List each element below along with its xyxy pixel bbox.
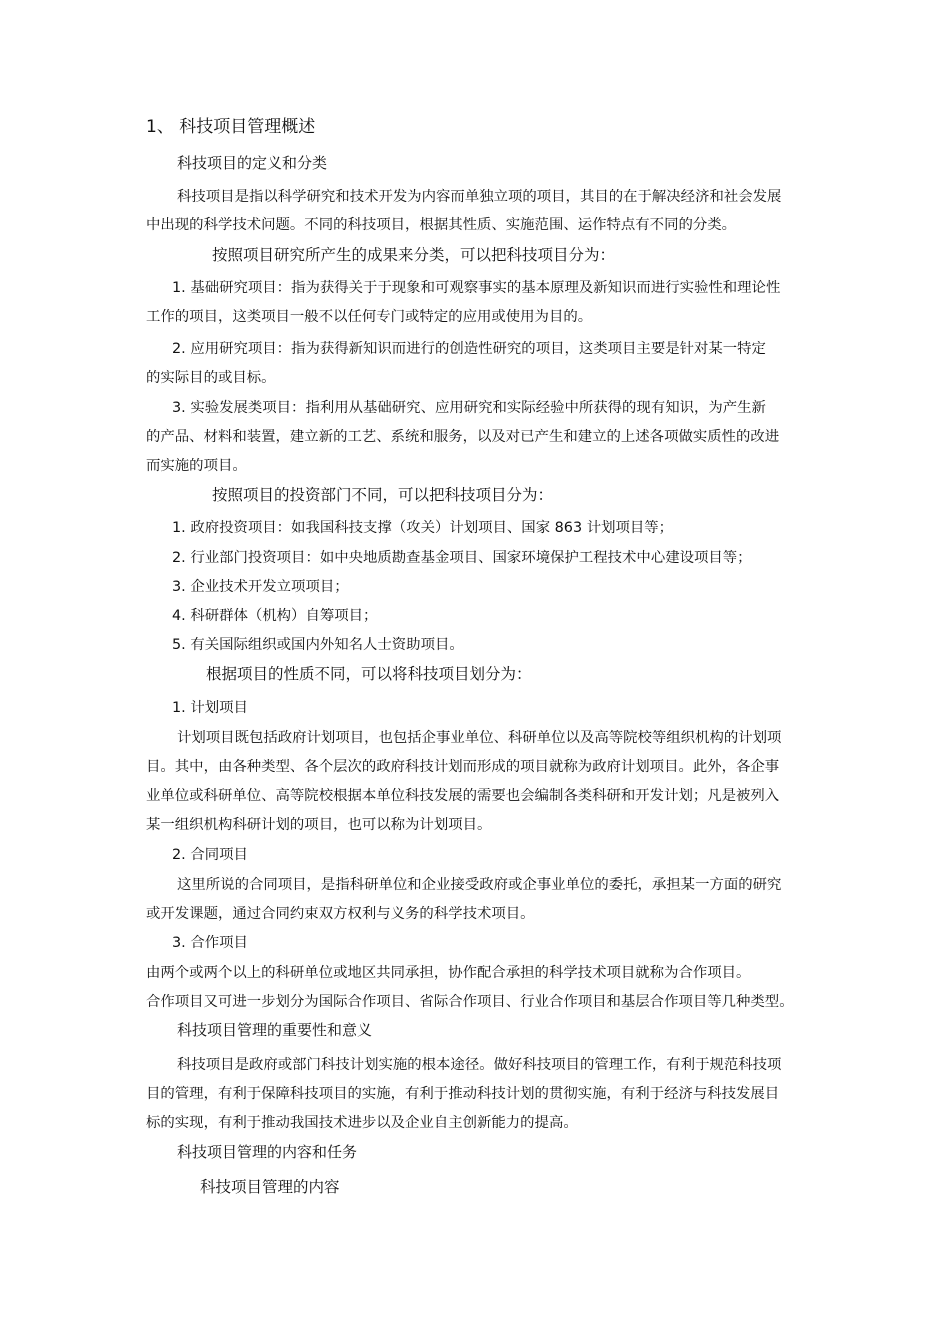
list-number: 1. <box>172 280 186 296</box>
importance-line-3: 标的实现，有利于推动我国技术进步以及企业自主创新能力的提高。 <box>146 1115 578 1131</box>
list-item-title: 计划项目 <box>190 700 248 716</box>
section-heading-importance: 科技项目管理的重要性和意义 <box>177 1021 373 1039</box>
list-item-text: 计划项目等； <box>582 520 674 536</box>
list-item-title: 合同项目 <box>190 847 248 863</box>
list-number: 4. <box>172 608 186 624</box>
list-item-text: 政府投资项目：如我国科技支撑（攻关）计划项目、国家 <box>190 520 555 536</box>
result-item-1-line-2: 工作的项目，这类项目一般不以任何专门或特定的应用或使用为目的。 <box>146 309 593 325</box>
classify-by-nature: 根据项目的性质不同，可以将科技项目划分为： <box>206 665 532 683</box>
classify-by-investment: 按照项目的投资部门不同，可以把科技项目分为： <box>212 486 554 504</box>
result-item-3-line-1 <box>172 398 766 418</box>
list-item-text: 基础研究项目：指为获得关于于现象和可观察事实的基本原理及新知识而进行实验性和理论性 <box>190 280 781 296</box>
subheading-content: 科技项目管理的内容 <box>200 1178 340 1196</box>
nature-item-3-title <box>172 933 248 953</box>
nature-item-2-title <box>172 845 248 865</box>
intro-line-1: 科技项目是指以科学研究和技术开发为内容而单独立项的项目，其目的在于解决经济和社会发展 <box>177 189 782 205</box>
list-number: 5. <box>172 637 186 653</box>
nature-item-2-line-1: 这里所说的合同项目，是指科研单位和企业接受政府或企事业单位的委托，承担某一方面的研究 <box>177 877 782 893</box>
nature-item-3-line-2: 合作项目又可进一步划分为国际合作项目、省际合作项目、行业合作项目和基层合作项目等几种类型。 <box>146 994 794 1010</box>
result-item-1-line-1 <box>172 278 780 298</box>
investment-item-1 <box>172 518 673 538</box>
section-heading-content: 科技项目管理的内容和任务 <box>177 1143 358 1161</box>
list-item-text: 有关国际组织或国内外知名人士资助项目。 <box>190 637 464 653</box>
list-number: 1. <box>172 700 186 716</box>
result-item-3-line-2: 的产品、材料和装置，建立新的工艺、系统和服务，以及对已产生和建立的上述各项做实质性的改进 <box>146 429 780 445</box>
nature-item-1-line-3: 业单位或科研单位、高等院校根据本单位科技发展的需要也会编制各类科研和开发计划；凡是被列入 <box>146 788 780 804</box>
list-item-text: 实验发展类项目：指利用从基础研究、应用研究和实际经验中所获得的现有知识，为产生新 <box>190 400 766 416</box>
nature-item-1-line-2: 目。其中，由各种类型、各个层次的政府科技计划而形成的项目就称为政府计划项目。此外，各企事 <box>146 759 780 775</box>
investment-item-4 <box>172 606 377 626</box>
importance-line-1: 科技项目是政府或部门科技计划实施的根本途径。做好科技项目的管理工作，有利于规范科技项 <box>177 1057 782 1073</box>
investment-item-5 <box>172 635 464 655</box>
nature-item-2-line-2: 或开发课题，通过合同约束双方权利与义务的科学技术项目。 <box>146 906 535 922</box>
list-number: 3. <box>172 935 186 951</box>
nature-item-3-line-1: 由两个或两个以上的科研单位或地区共同承担，协作配合承担的科学技术项目就称为合作项目。 <box>146 965 751 981</box>
list-number: 2. <box>172 341 186 357</box>
nature-item-1-line-1: 计划项目既包括政府计划项目，也包括企事业单位、科研单位以及高等院校等组织机构的计划项 <box>177 730 782 746</box>
document-title: 1、 科技项目管理概述 <box>146 117 316 137</box>
result-item-2-line-1 <box>172 339 766 359</box>
nature-item-1-line-4: 某一组织机构科研计划的项目，也可以称为计划项目。 <box>146 817 492 833</box>
list-item-text: 科研群体（机构）自筹项目； <box>190 608 378 624</box>
intro-line-2: 中出现的科学技术问题。不同的科技项目，根据其性质、实施范围、运作特点有不同的分类。 <box>146 217 737 233</box>
nature-item-1-title <box>172 698 248 718</box>
list-item-text: 行业部门投资项目：如中央地质勘查基金项目、国家环境保护工程技术中心建设项目等； <box>190 550 752 566</box>
section-heading-definition: 科技项目的定义和分类 <box>177 154 328 172</box>
list-item-title: 合作项目 <box>190 935 248 951</box>
list-number: 1. <box>172 520 186 536</box>
list-item-text: 企业技术开发立项项目； <box>190 579 349 595</box>
list-number: 3. <box>172 579 186 595</box>
list-number: 2. <box>172 847 186 863</box>
list-number: 2. <box>172 550 186 566</box>
list-item-number: 863 <box>554 520 583 536</box>
list-item-text: 应用研究项目：指为获得新知识而进行的创造性研究的项目，这类项目主要是针对某一特定 <box>190 341 766 357</box>
investment-item-3 <box>172 577 349 597</box>
list-number: 3. <box>172 400 186 416</box>
result-item-2-line-2: 的实际目的或目标。 <box>146 370 276 386</box>
result-item-3-line-3: 而实施的项目。 <box>146 458 247 474</box>
importance-line-2: 目的管理，有利于保障科技项目的实施，有利于推动科技计划的贯彻实施，有利于经济与科技发展目 <box>146 1086 780 1102</box>
investment-item-2 <box>172 548 752 568</box>
classify-by-result: 按照项目研究所产生的成果来分类，可以把科技项目分为： <box>212 246 616 264</box>
